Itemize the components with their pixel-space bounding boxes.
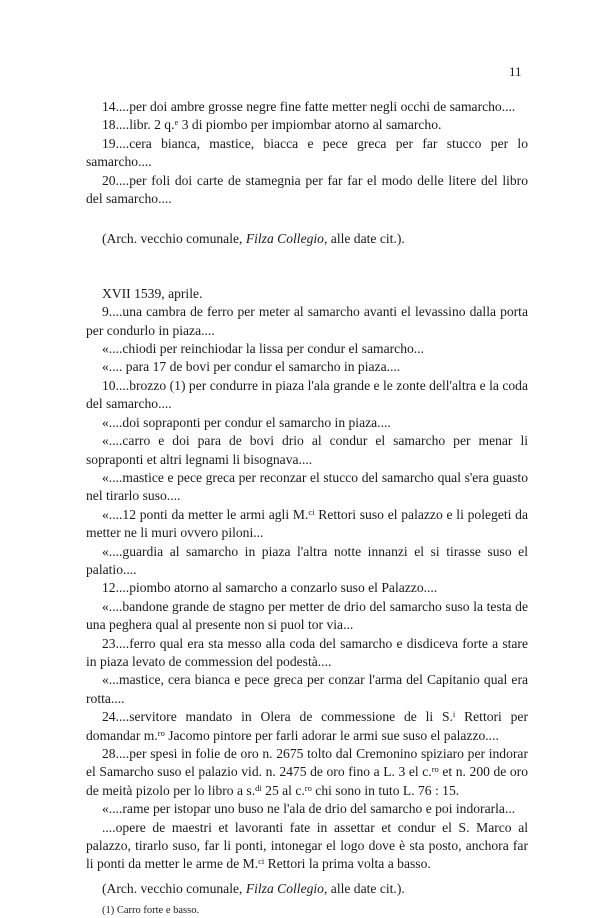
citation-1-em: Filza Collegio bbox=[245, 231, 324, 247]
entry-10e-sup: ci bbox=[308, 506, 315, 517]
entry-24-b: Rettori per domandar m. bbox=[86, 709, 528, 743]
entry-24-c: Jacomo pintore per farli adorar le armi sue suso el palazzo.... bbox=[164, 727, 499, 743]
entry-20: 20....per foli doi carte de stamegnia per far far el modo delle litere del libro del samarcho.... bbox=[86, 172, 528, 207]
section-heading: XVII 1539, aprile. bbox=[102, 285, 203, 301]
entry-9c: «.... para 17 de bovi per condur el samarcho in piaza.... bbox=[102, 359, 401, 375]
entry-28-sup3: ro bbox=[304, 782, 312, 793]
entry-28-sup2: di bbox=[255, 782, 262, 793]
entry-12b: «....bandone grande de stagno per metter de drio del samarcho suso la testa de una peghera qual al presente non si puol tor via... bbox=[86, 598, 528, 633]
page-content bbox=[86, 98, 528, 918]
entry-12: 12....piombo atorno al samarcho a conzarlo suso el Palazzo.... bbox=[102, 580, 438, 596]
entry-28c-b: Rettori la prima volta a basso. bbox=[264, 856, 431, 872]
citation-2-em: Filza Collegio bbox=[245, 880, 324, 896]
entry-23b: «...mastice, cera bianca e pece greca per conzar l'arma del Capitanio qual era rotta.... bbox=[86, 672, 528, 706]
entry-10: 10....brozzo (1) per condurre in piaza l'ala grande e le zonte dell'altra e la coda del samarcho.... bbox=[86, 377, 528, 412]
entry-10d: «....mastice e pece greca per reconzar el stucco del samarcho qual s'era guasto nel tirarlo suso.... bbox=[86, 469, 528, 504]
entry-10e-b: Rettori suso el palazzo e li polegeti da metter ne li muri ovvero piloni... bbox=[86, 506, 528, 541]
entry-28-sup1: ro bbox=[431, 764, 439, 775]
entry-24 bbox=[86, 708, 528, 745]
citation-1 bbox=[86, 230, 528, 248]
entry-10b: «....doi sopraponti per condur el samarcho in piaza.... bbox=[102, 414, 391, 430]
entry-10f: «....guardia al samarcho in piaza l'altra notte innanzi el si tirasse suso el palatio.... bbox=[86, 543, 528, 577]
citation-1-pre: (Arch. vecchio comunale, bbox=[102, 231, 246, 247]
entry-28b: «....rame per istopar uno buso ne l'ala de drio del samarcho e poi indorarla... bbox=[102, 801, 516, 817]
citation-2 bbox=[86, 880, 528, 898]
entry-14: 14....per doi ambre grosse negre fine fatte metter negli occhi de samarcho.... bbox=[102, 99, 516, 114]
entry-24-a: 24....servitore mandato in Olera de commessione de li S. bbox=[102, 709, 453, 725]
entry-28c bbox=[86, 819, 528, 874]
entry-28c-sup: ci bbox=[258, 856, 265, 867]
entry-19: 19....cera bianca, mastice, biacca e pece greca per far stucco per lo samarcho.... bbox=[86, 135, 528, 170]
citation-1-post: , alle date cit.). bbox=[323, 231, 405, 247]
entry-9: 9....una cambra de ferro per meter al samarcho avanti el levassino dalla porta per condurlo in piaza.... bbox=[86, 304, 528, 338]
footnote: (1) Carro forte e basso. bbox=[102, 905, 200, 917]
entry-28c-a: ....opere de maestri et lavoranti fate in assettar et condur el S. Marco al palazzo, tirarlo suso, far li ponti, intonegar el logo dove è sta posto, anchora far li ponti da metter le arme de M. bbox=[86, 819, 528, 872]
entry-28-d: chi sono in tuto L. 76 : 15. bbox=[311, 782, 460, 798]
entry-28-a: 28....per spesi in folie de oro n. 2675 tolto dal Cremonino spiziaro per indorar el Samarcho suso el palazio vid. n. 2475 de oro fino a L. 3 el c. bbox=[86, 746, 528, 780]
entry-9b: «....chiodi per reinchiodar la lissa per condur el samarcho... bbox=[102, 341, 424, 357]
entry-18-text: 18....libr. 2 q. bbox=[102, 117, 175, 133]
entry-10e-a: «....12 ponti da metter le armi agli M. bbox=[102, 506, 309, 522]
entry-24-sup2: ro bbox=[157, 727, 165, 738]
entry-23: 23....ferro qual era sta messo alla coda del samarcho e disdiceva forte a stare in piaza levato de commession del podestà.... bbox=[86, 635, 528, 669]
entry-18 bbox=[86, 116, 528, 134]
entry-24-sup1: i bbox=[452, 709, 456, 720]
citation-2-pre: (Arch. vecchio comunale, bbox=[102, 880, 246, 896]
entry-28-b: et n. 200 de oro de meità pizolo per lo libro a s. bbox=[86, 764, 529, 798]
entry-10c: «....carro e doi para de bovi drio al condur el samarcho per menar li sopraponti et altri legnami li bisognava.... bbox=[86, 433, 528, 467]
entry-28-c: 25 al c. bbox=[261, 782, 305, 798]
entry-18-rest: 3 di piombo per impiombar atorno al samarcho. bbox=[178, 117, 442, 133]
entry-28 bbox=[86, 745, 528, 800]
citation-2-post: , alle date cit.). bbox=[323, 880, 405, 896]
entry-10e bbox=[86, 506, 528, 543]
page-number: 11 bbox=[509, 64, 522, 79]
entry-18-sup: e bbox=[174, 117, 179, 128]
